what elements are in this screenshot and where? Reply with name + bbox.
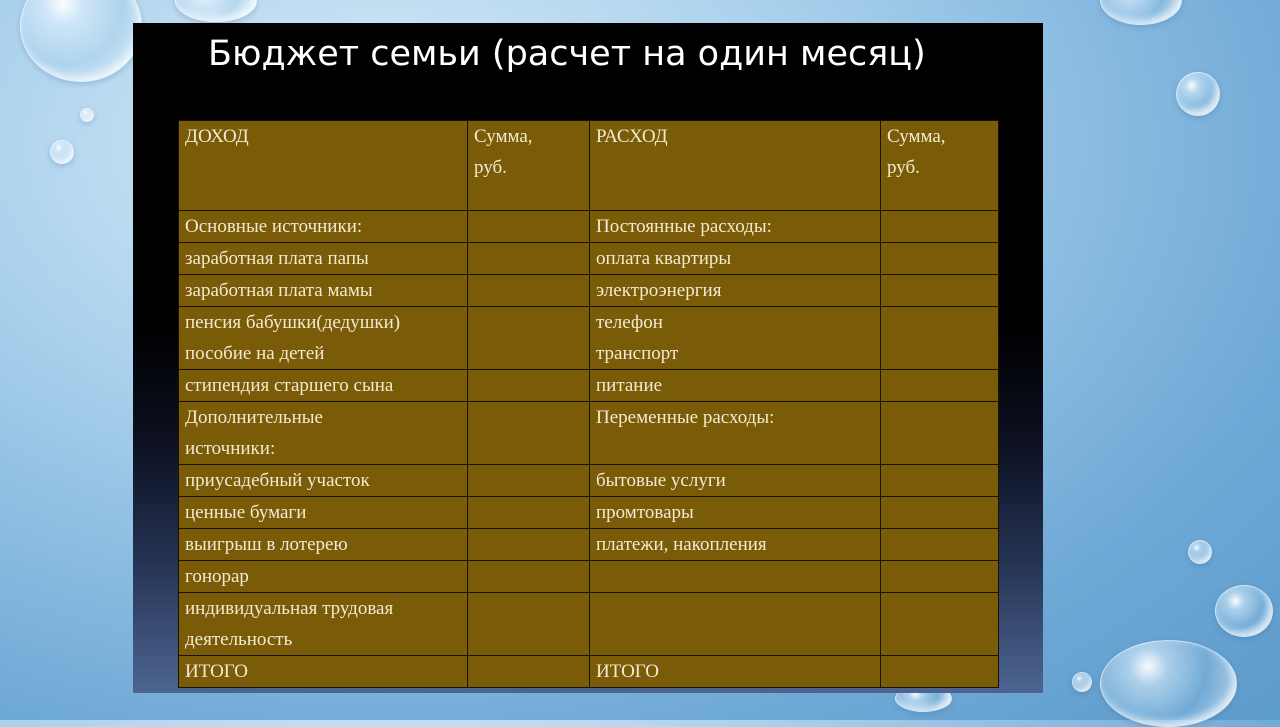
income-cell: [179, 593, 468, 656]
table-row: [179, 465, 999, 497]
water-drop-decoration: [1188, 540, 1212, 564]
expense-line: транспорт: [596, 343, 679, 364]
income-sum-header: [468, 121, 590, 211]
amount-cell: [881, 243, 999, 275]
expense-cell: электроэнергия: [590, 275, 881, 307]
expense-cell: платежи, накопления: [590, 529, 881, 561]
amount-cell: [468, 497, 590, 529]
amount-cell: [468, 593, 590, 656]
income-cell: Основные источники:: [179, 211, 468, 243]
income-line: Дополнительные: [185, 407, 323, 428]
expense-cell: Переменные расходы:: [590, 402, 881, 465]
amount-cell: [881, 402, 999, 465]
table-row: [179, 243, 999, 275]
expense-cell: питание: [590, 370, 881, 402]
income-line: пособие на детей: [185, 343, 325, 364]
table-total-row: [179, 656, 999, 688]
table-row: [179, 529, 999, 561]
water-drop-decoration: [20, 0, 142, 82]
income-cell: выигрыш в лотерею: [179, 529, 468, 561]
income-total-label: ИТОГО: [179, 656, 468, 688]
income-cell: стипендия старшего сына: [179, 370, 468, 402]
expense-sum-header: [881, 121, 999, 211]
expense-total-label: ИТОГО: [590, 656, 881, 688]
expense-cell: промтовары: [590, 497, 881, 529]
table-row: [179, 402, 999, 465]
water-drop-decoration: [1100, 0, 1182, 25]
amount-cell: [468, 402, 590, 465]
header-label: Сумма,: [474, 126, 533, 147]
table-row: [179, 307, 999, 370]
amount-cell: [881, 307, 999, 370]
amount-cell: [881, 497, 999, 529]
water-drop-decoration: [1215, 585, 1273, 637]
expense-cell: бытовые услуги: [590, 465, 881, 497]
expense-cell: [590, 561, 881, 593]
table-header-row: [179, 121, 999, 211]
expense-line: телефон: [596, 312, 663, 333]
header-unit: руб.: [887, 157, 920, 178]
amount-cell: [468, 307, 590, 370]
income-header: ДОХОД: [179, 121, 468, 211]
income-line: источники:: [185, 438, 276, 459]
amount-cell: [881, 370, 999, 402]
amount-cell: [468, 211, 590, 243]
amount-cell: [468, 465, 590, 497]
income-cell: заработная плата мамы: [179, 275, 468, 307]
income-cell: [179, 307, 468, 370]
income-cell: приусадебный участок: [179, 465, 468, 497]
expense-cell: [590, 307, 881, 370]
income-cell: заработная плата папы: [179, 243, 468, 275]
income-line: пенсия бабушки(дедушки): [185, 312, 401, 333]
amount-cell: [468, 275, 590, 307]
amount-cell: [881, 561, 999, 593]
amount-cell: [468, 529, 590, 561]
table-row: [179, 275, 999, 307]
header-unit: руб.: [474, 157, 507, 178]
water-drop-decoration: [175, 0, 257, 22]
amount-cell: [881, 275, 999, 307]
water-drop-decoration: [50, 140, 74, 164]
expense-cell: Постоянные расходы:: [590, 211, 881, 243]
water-drop-decoration: [1072, 672, 1092, 692]
table-row: [179, 561, 999, 593]
income-cell: [179, 402, 468, 465]
amount-cell: [468, 243, 590, 275]
amount-cell: [881, 465, 999, 497]
amount-cell: [468, 561, 590, 593]
amount-cell: [468, 370, 590, 402]
amount-cell: [881, 593, 999, 656]
expense-header: РАСХОД: [590, 121, 881, 211]
table-row: [179, 593, 999, 656]
header-label: Сумма,: [887, 126, 946, 147]
water-drop-decoration: [1176, 72, 1220, 116]
amount-cell: [881, 211, 999, 243]
income-line: индивидуальная трудовая: [185, 598, 394, 619]
table-row: [179, 497, 999, 529]
amount-cell: [468, 656, 590, 688]
income-cell: гонорар: [179, 561, 468, 593]
budget-table: [178, 120, 999, 688]
water-drop-decoration: [80, 108, 94, 122]
expense-cell: [590, 593, 881, 656]
slide-title: Бюджет семьи (расчет на один месяц): [208, 34, 926, 74]
table-row: [179, 370, 999, 402]
amount-cell: [881, 656, 999, 688]
amount-cell: [881, 529, 999, 561]
water-drop-decoration: [1100, 640, 1237, 727]
expense-cell: оплата квартиры: [590, 243, 881, 275]
income-line: деятельность: [185, 629, 293, 650]
income-cell: ценные бумаги: [179, 497, 468, 529]
table-row: [179, 211, 999, 243]
